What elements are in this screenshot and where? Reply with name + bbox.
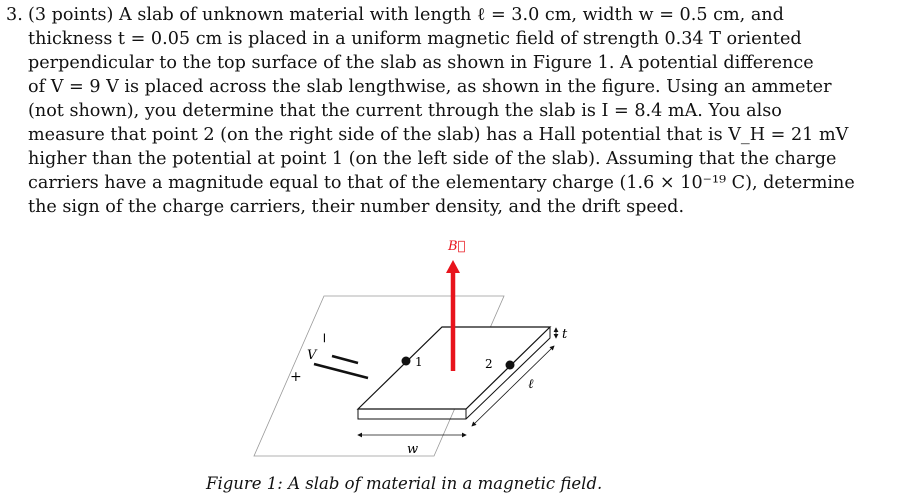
battery-label: V	[307, 348, 317, 363]
thickness-label: t	[562, 327, 568, 342]
point-1-dot	[402, 357, 411, 366]
point-2-label: 2	[485, 357, 493, 371]
problem-text	[6, 3, 855, 219]
battery-short-plate	[332, 356, 358, 363]
problem-line-8: carriers have a magnitude equal to that of the elementary charge (1.6 × 10⁻¹⁹ C), determine	[28, 173, 855, 193]
point-2-dot	[506, 361, 515, 370]
point-1-label: 1	[415, 355, 423, 369]
problem-line-9: the sign of the charge carriers, their number density, and the drift speed.	[28, 197, 685, 217]
field-arrow-head	[446, 260, 460, 273]
problem-line-4: of V = 9 V is placed across the slab lengthwise, as shown in the figure. Using an ammeter	[28, 77, 832, 97]
figure-1	[240, 228, 580, 473]
problem-line-6: measure that point 2 (on the right side of the slab) has a Hall potential that is V_H = 21 mV	[28, 125, 849, 145]
battery-minus: −	[316, 332, 332, 344]
battery-plus: +	[290, 369, 302, 385]
battery-long-plate	[314, 364, 368, 378]
field-label: B⃗	[448, 239, 466, 254]
problem-line-2: thickness t = 0.05 cm is placed in a uniform magnetic field of strength 0.34 T oriented	[28, 29, 802, 49]
problem-line-1: 3. (3 points) A slab of unknown material with length ℓ = 3.0 cm, width w = 0.5 cm, and	[6, 5, 784, 25]
width-label: w	[407, 442, 419, 457]
length-label: ℓ	[528, 377, 534, 392]
problem-line-5: (not shown), you determine that the current through the slab is I = 8.4 mA. You also	[28, 101, 782, 121]
figure-caption: Figure 1: A slab of material in a magnetic field.	[206, 474, 603, 493]
problem-line-3: perpendicular to the top surface of the slab as shown in Figure 1. A potential difference	[28, 53, 814, 73]
slab-diagram	[240, 228, 580, 473]
problem-number: 3.	[6, 5, 23, 25]
problem-line-7: higher than the potential at point 1 (on the left side of the slab). Assuming that the charge	[28, 149, 837, 169]
